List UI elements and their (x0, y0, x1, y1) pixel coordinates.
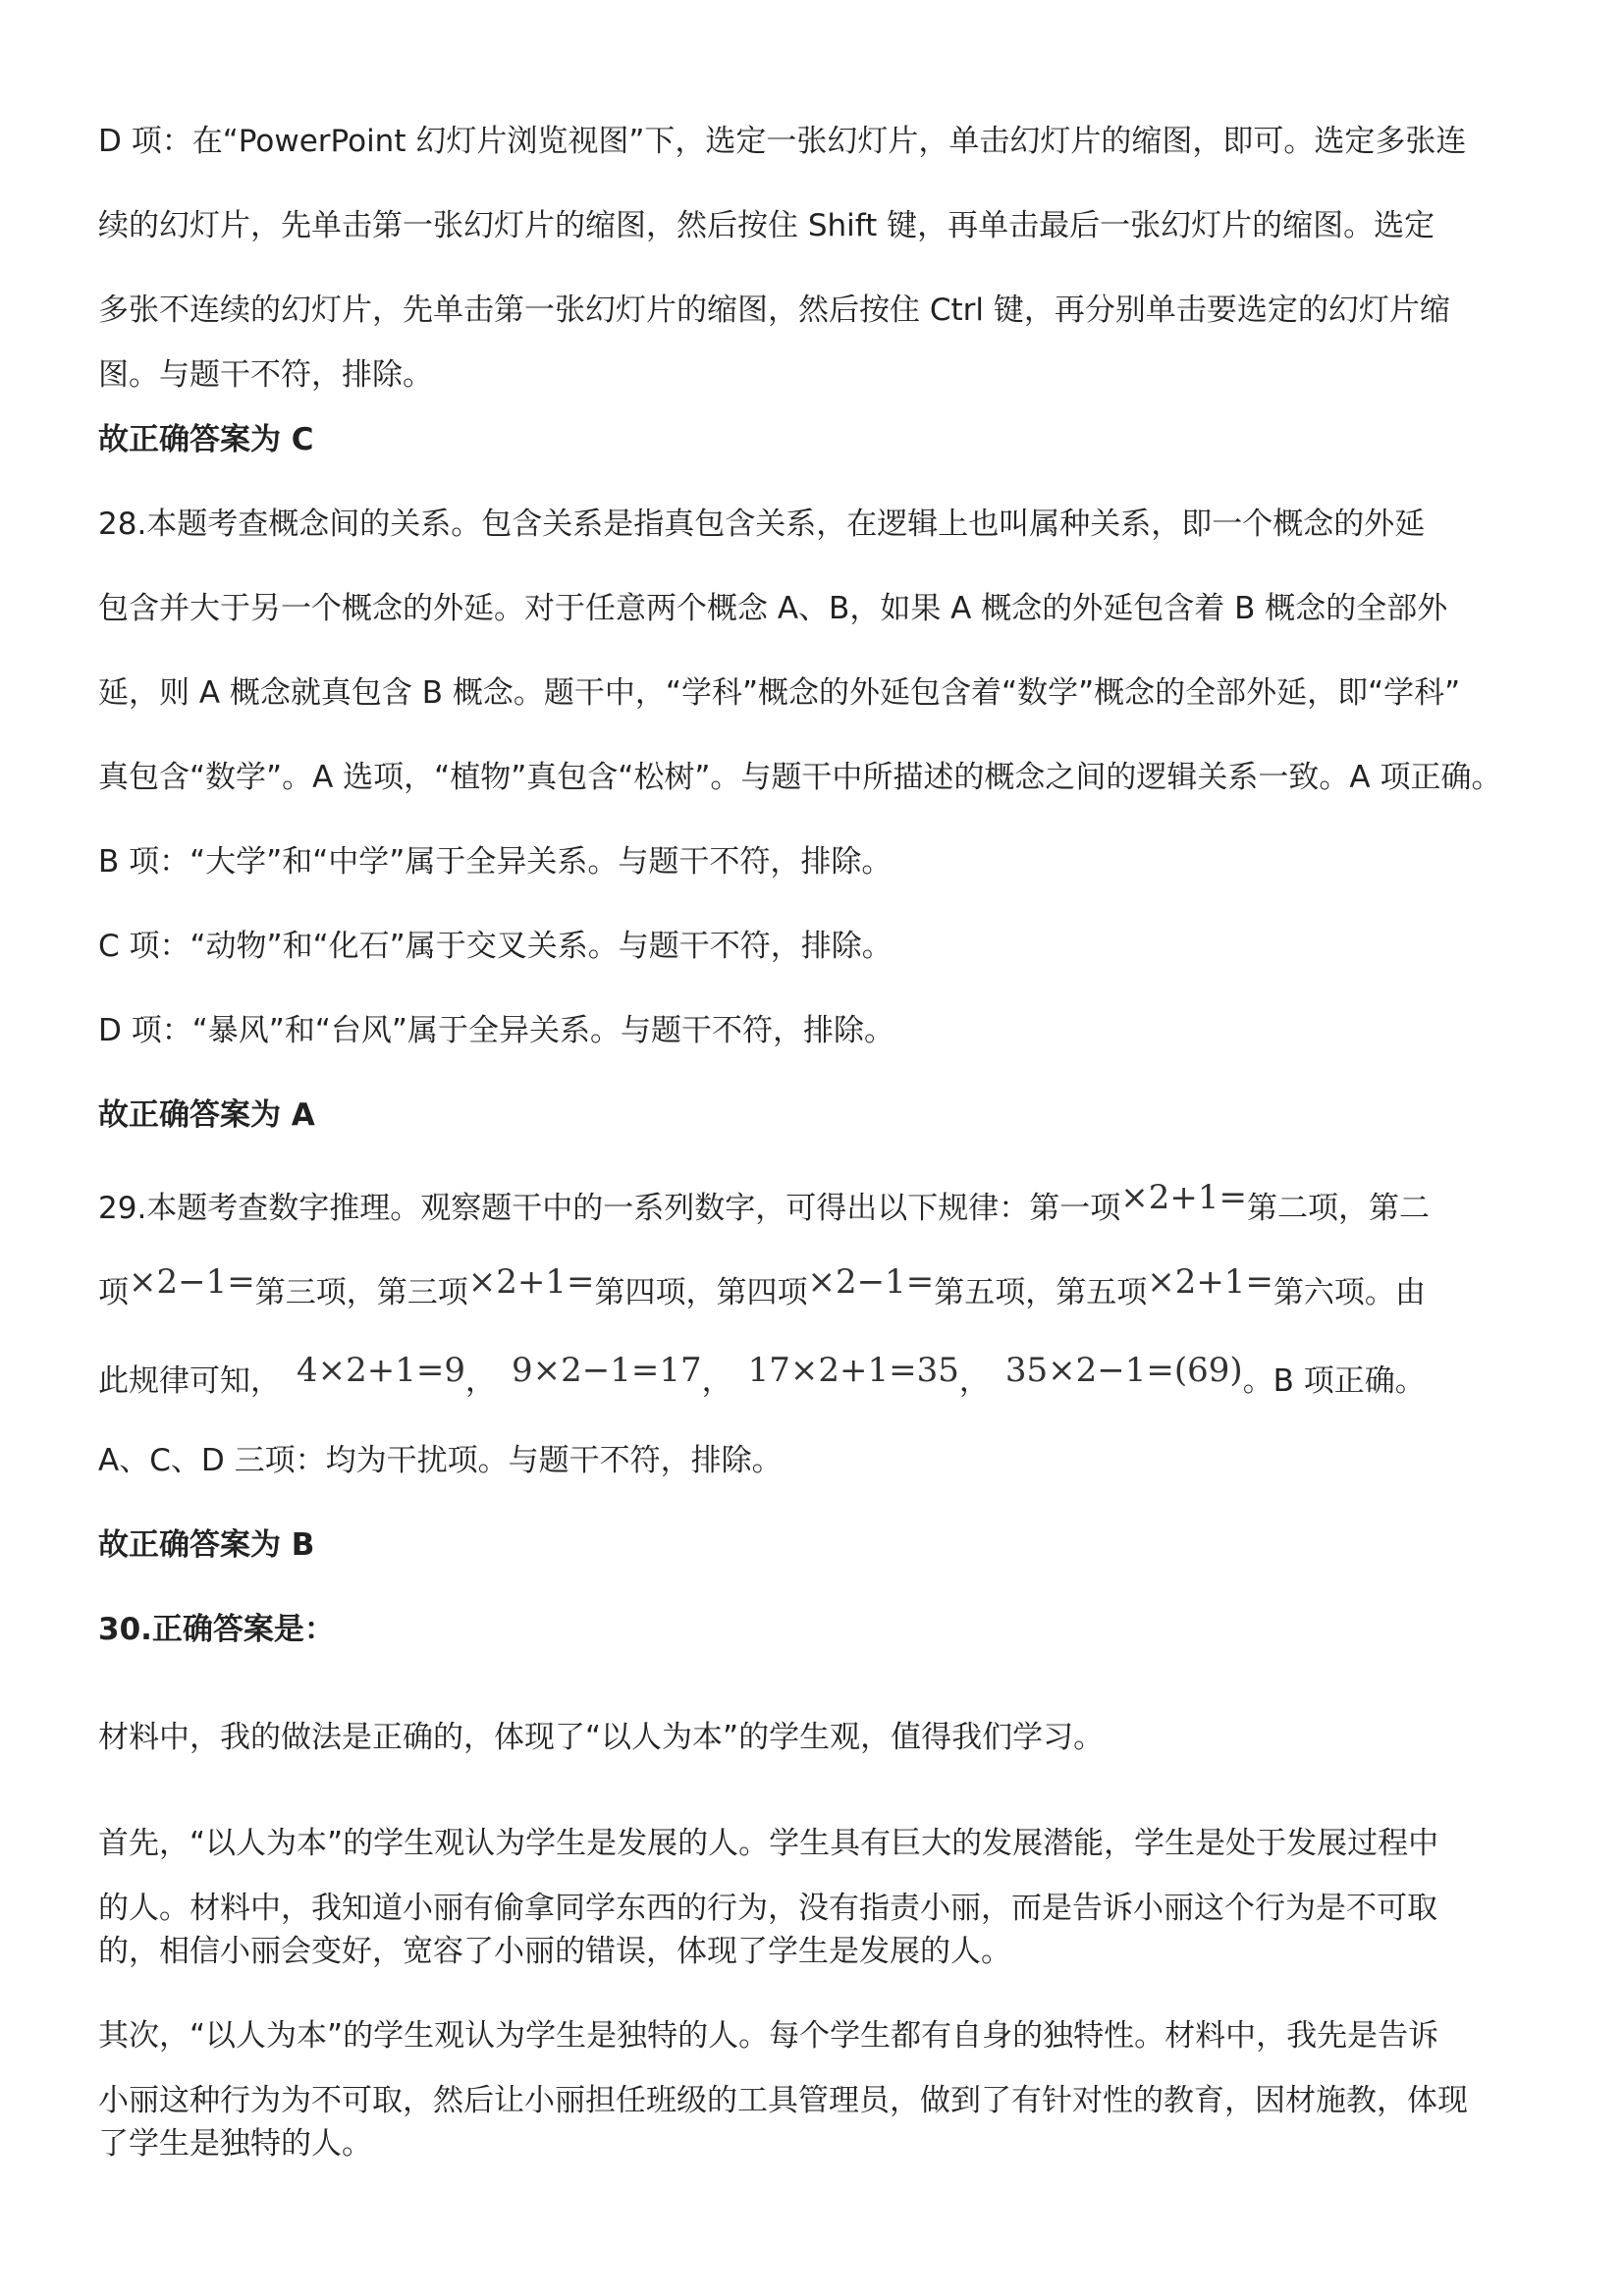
answer-heading: 故正确答案为 C (98, 422, 314, 457)
math-expression: ×2−1= (807, 1262, 935, 1302)
paragraph-line: 了学生是独特的人。 (98, 2126, 372, 2162)
text-segment: 第三项，第三项 (254, 1275, 468, 1310)
paragraph-line: 材料中，我的做法是正确的，体现了“以人为本”的学生观，值得我们学习。 (98, 1720, 1105, 1755)
paragraph-line: C 项：“动物”和“化石”属于交叉关系。与题干不符，排除。 (98, 929, 893, 964)
paragraph-line: D 项：在“PowerPoint 幻灯片浏览视图”下，选定一张幻灯片，单击幻灯片的缩图，即可。选定多张连 (98, 124, 1467, 159)
math-expression: ×2+1= (467, 1262, 595, 1302)
q29-line-3 (98, 1351, 1532, 1401)
text-segment: ， (701, 1363, 732, 1399)
text-segment: 。B 项正确。 (1242, 1363, 1426, 1399)
math-expression: 4×2+1=9 (297, 1351, 465, 1390)
text-segment: ， (958, 1363, 990, 1399)
math-expression: 9×2−1=17 (512, 1351, 702, 1390)
text-segment: 第六项。由 (1272, 1275, 1426, 1310)
math-expression: 17×2+1=35 (747, 1351, 959, 1390)
q29-line-1 (98, 1178, 1532, 1228)
paragraph-line: A、C、D 三项：均为干扰项。与题干不符，排除。 (98, 1443, 783, 1478)
paragraph-line: 首先，“以人为本”的学生观认为学生是发展的人。学生具有巨大的发展潜能，学生是处于发展过程中 (98, 1826, 1439, 1861)
paragraph-line: 小丽这种行为为不可取，然后让小丽担任班级的工具管理员，做到了有针对性的教育，因材施教，体现 (98, 2083, 1468, 2118)
text-segment: 第二项，第二 (1247, 1191, 1431, 1226)
text-segment: 第四项，第四项 (594, 1275, 808, 1310)
paragraph-line: 延，则 A 概念就真包含 B 概念。题干中，“学科”概念的外延包含着“数学”概念的全部外延，即“学科” (98, 675, 1461, 711)
math-expression: 35×2−1=(69) (1004, 1351, 1243, 1390)
section-heading: 30.正确答案是： (98, 1612, 335, 1647)
answer-heading: 故正确答案为 B (98, 1527, 315, 1563)
text-segment: 第五项，第五项 (934, 1275, 1148, 1310)
math-expression: ×2−1= (129, 1262, 255, 1302)
paragraph-line: 图。与题干不符，排除。 (98, 357, 433, 393)
math-expression: ×2+1= (1147, 1262, 1273, 1302)
text-segment: 29.本题考查数字推理。观察题干中的一系列数字，可得出以下规律：第一项 (98, 1191, 1121, 1226)
paragraph-line: D 项：“暴风”和“台风”属于全异关系。与题干不符，排除。 (98, 1013, 894, 1048)
paragraph-line: 多张不连续的幻灯片，先单击第一张幻灯片的缩图，然后按住 Ctrl 键，再分别单击要选定的幻灯片缩 (98, 293, 1450, 328)
q29-line-2 (98, 1262, 1532, 1312)
math-expression: ×2+1= (1120, 1178, 1248, 1217)
text-segment: 项 (98, 1275, 129, 1310)
paragraph-line: 包含并大于另一个概念的外延。对于任意两个概念 A、B，如果 A 概念的外延包含着 B 概念的全部外 (98, 591, 1448, 626)
paragraph-line: 真包含“数学”。A 选项，“植物”真包含“松树”。与题干中所描述的概念之间的逻辑关系一致。A 项正确。 (98, 760, 1502, 795)
paragraph-line: 其次，“以人为本”的学生观认为学生是独特的人。每个学生都有自身的独特性。材料中，我先是告诉 (98, 2018, 1439, 2054)
text-segment: 此规律可知， (98, 1363, 281, 1399)
paragraph-line: B 项：“大学”和“中学”属于全异关系。与题干不符，排除。 (98, 844, 893, 880)
paragraph-line: 的人。材料中，我知道小丽有偷拿同学东西的行为，没有指责小丽，而是告诉小丽这个行为是不可取 (98, 1891, 1437, 1926)
paragraph-line: 28.本题考查概念间的关系。包含关系是指真包含关系，在逻辑上也叫属种关系，即一个概念的外延 (98, 507, 1426, 542)
text-segment: ， (465, 1363, 496, 1399)
answer-heading: 故正确答案为 A (98, 1097, 315, 1133)
paragraph-line: 续的幻灯片，先单击第一张幻灯片的缩图，然后按住 Shift 键，再单击最后一张幻灯片的缩图。选定 (98, 208, 1435, 243)
paragraph-line: 的，相信小丽会变好，宽容了小丽的错误，体现了学生是发展的人。 (98, 1934, 1011, 1969)
